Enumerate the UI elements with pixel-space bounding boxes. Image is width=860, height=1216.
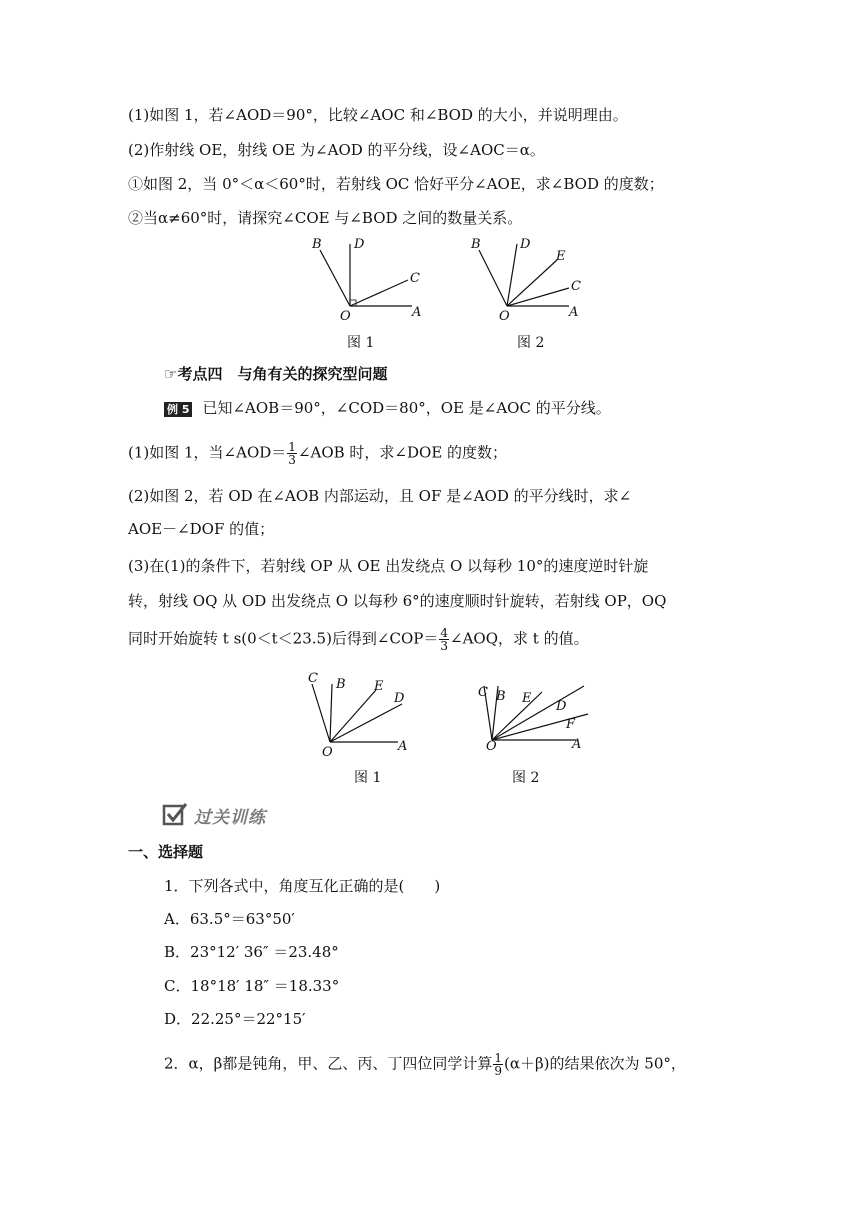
q1-text: (1)如图 1，当∠AOD＝ <box>128 443 287 462</box>
svg-text:A: A <box>412 305 422 320</box>
question-3-line-3 <box>128 627 589 652</box>
example-figure-2-angle-diagram <box>470 678 600 758</box>
question-3-line-1: (3)在(1)的条件下，若射线 OP 从 OE 出发绕点 O 以每秒 10°的速度逆时针旋 <box>128 557 649 575</box>
example-text: 已知∠AOB＝90°，∠COD＝80°，OE 是∠AOC 的平分线。 <box>202 399 611 417</box>
svg-text:O: O <box>499 309 510 324</box>
example-figure-1-angle-diagram <box>300 670 420 760</box>
example-figure-1-caption: 图 1 <box>354 770 382 786</box>
fraction-denominator: 3 <box>288 453 296 467</box>
mc2-text: 2．α，β都是钝角，甲、乙、丙、丁四位同学计算 <box>164 1054 493 1073</box>
mc-option-b: B．23°12′ 36″ ＝23.48° <box>164 943 339 961</box>
q1-text-end: ∠AOB 时，求∠DOE 的度数； <box>297 443 508 462</box>
svg-text:O: O <box>322 745 333 760</box>
svg-text:D: D <box>354 237 365 252</box>
section-subheading-text: 一、选择题 <box>128 843 204 861</box>
mc-option-a: A．63.5°＝63°50′ <box>164 910 295 928</box>
fraction-numerator: 1 <box>288 440 296 454</box>
svg-text:A: A <box>398 739 408 754</box>
figure-2-caption: 图 2 <box>517 335 545 351</box>
fraction <box>439 627 449 652</box>
question-1 <box>128 441 507 466</box>
problem-part-1: (1)如图 1，若∠AOD＝90°，比较∠AOC 和∠BOD 的大小，并说明理由。 <box>128 106 628 124</box>
svg-text:C: C <box>308 671 318 686</box>
svg-text:A: A <box>572 737 582 752</box>
figure-1-caption: 图 1 <box>347 335 375 351</box>
topic-heading <box>164 364 387 384</box>
svg-text:B: B <box>336 677 346 692</box>
svg-text:O: O <box>340 309 351 324</box>
section-subheading <box>128 842 203 862</box>
question-2-line-2: AOE－∠DOF 的值； <box>128 520 275 538</box>
svg-text:B: B <box>496 689 506 704</box>
fraction <box>493 1052 503 1077</box>
section-title: 过关训练 <box>194 808 266 828</box>
svg-text:D: D <box>556 699 567 714</box>
fraction-denominator: 3 <box>440 639 449 653</box>
fraction-denominator: 9 <box>494 1064 502 1078</box>
mc2-text-end: (α＋β)的结果依次为 50°， <box>504 1054 686 1073</box>
problem-part-2-2: ②当α≠60°时，请探究∠COE 与∠BOD 之间的数量关系。 <box>128 209 523 227</box>
mc-option-c: C．18°18′ 18″ ＝18.33° <box>164 977 340 995</box>
svg-text:C: C <box>478 685 488 700</box>
example-figure-2-caption: 图 2 <box>512 770 540 786</box>
problem-part-2-1: ①如图 2，当 0°＜α＜60°时，若射线 OC 恰好平分∠AOE，求∠BOD 的度数； <box>128 175 664 193</box>
checkbox-icon <box>162 801 188 827</box>
figure-2-angle-diagram <box>465 236 595 322</box>
svg-text:C: C <box>571 279 581 294</box>
svg-text:E: E <box>374 679 384 694</box>
section-banner <box>162 801 292 829</box>
q3-text: 同时开始旋转 t s(0＜t＜23.5)后得到∠COP＝ <box>128 629 439 648</box>
example-5 <box>164 398 611 418</box>
mc-question-1: 1．下列各式中，角度互化正确的是( ) <box>164 877 441 895</box>
question-2-line-1: (2)如图 2，若 OD 在∠AOB 内部运动，且 OF 是∠AOD 的平分线时，求∠ <box>128 487 632 505</box>
mc-question-2 <box>164 1052 686 1077</box>
example-tag: 例 5 <box>164 402 192 417</box>
svg-text:F: F <box>566 717 576 732</box>
svg-text:C: C <box>410 271 420 286</box>
svg-text:E: E <box>522 691 532 706</box>
fraction <box>287 441 297 466</box>
svg-text:B: B <box>471 237 481 252</box>
svg-text:D: D <box>394 691 405 706</box>
svg-text:E: E <box>556 249 566 264</box>
svg-text:B: B <box>312 237 322 252</box>
topic-heading-text: ☞考点四 与角有关的探究型问题 <box>164 365 388 383</box>
svg-text:O: O <box>486 739 497 754</box>
problem-part-2: (2)作射线 OE，射线 OE 为∠AOD 的平分线，设∠AOC＝α。 <box>128 141 545 159</box>
figure-1-angle-diagram <box>300 236 430 322</box>
fraction-numerator: 4 <box>440 626 449 640</box>
question-3-line-2: 转，射线 OQ 从 OD 出发绕点 O 以每秒 6°的速度顺时针旋转，若射线 OP，OQ <box>128 592 667 610</box>
fraction-numerator: 1 <box>494 1051 502 1065</box>
svg-text:A: A <box>569 305 579 320</box>
svg-text:D: D <box>520 237 531 252</box>
mc-option-d: D．22.25°＝22°15′ <box>164 1010 306 1028</box>
q3-text-end: ∠AOQ，求 t 的值。 <box>450 629 589 648</box>
